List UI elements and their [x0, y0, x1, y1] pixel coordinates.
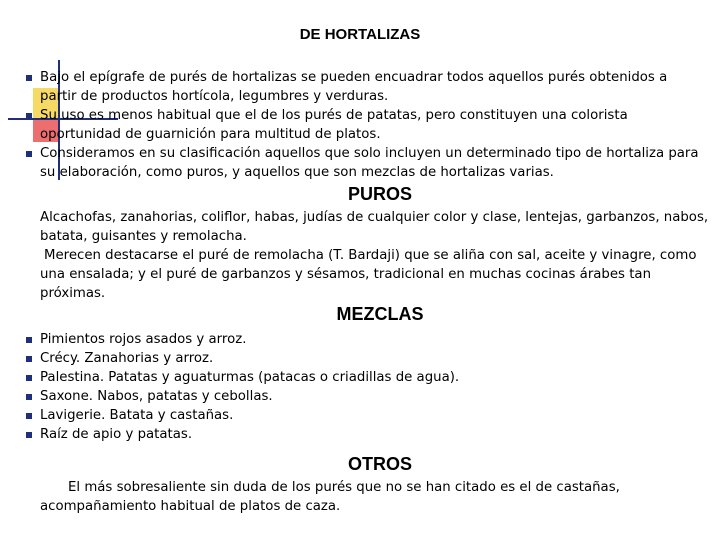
mezclas-list: [26, 330, 706, 444]
bullet-icon: [26, 356, 32, 362]
bullet-icon: [26, 413, 32, 419]
bullet-icon: [26, 394, 32, 400]
list-item: Su uso es menos habitual que el de los purés de patatas, pero constituyen una colorista oportunidad de guarnición para multitud de platos.: [26, 106, 706, 144]
list-item: Palestina. Patatas y aguaturmas (patacas o criadillas de agua).: [26, 368, 706, 387]
section-heading-puros: PUROS: [347, 184, 412, 204]
puros-paragraph-1: Alcachofas, zanahorias, coliflor, habas, judías de cualquier color y clase, lentejas, garbanzos, nabos, batata, guisantes y remolacha.: [40, 210, 709, 244]
bullet-icon: [26, 75, 32, 81]
bullet-icon: [26, 113, 32, 119]
puros-paragraph-2: Merecen destacarse el puré de remolacha (T. Bardaji) que se aliña con sal, aceite y vinagre, como una ensalada; y el puré de garbanzos y sésamos, tradicional en muchas cocinas árabes tan próximas.: [40, 248, 697, 301]
list-item: Bajo el epígrafe de purés de hortalizas se pueden encuadrar todos aquellos purés obtenidos a partir de productos hortícola, legumbres y verduras.: [26, 68, 706, 106]
bullet-icon: [26, 375, 32, 381]
page-title: DE HORTALIZAS: [299, 26, 421, 43]
bullet-icon: [26, 337, 32, 343]
list-item: Saxone. Nabos, patatas y cebollas.: [26, 387, 706, 406]
otros-paragraph: El más sobresaliente sin duda de los purés que no se han citado es el de castañas, acompañamiento habitual de platos de caza.: [40, 480, 620, 514]
bullet-icon: [26, 151, 32, 157]
list-item: Pimientos rojos asados y arroz.: [26, 330, 706, 349]
section-heading-otros: OTROS: [347, 454, 412, 474]
bullet-icon: [26, 432, 32, 438]
list-item: Crécy. Zanahorias y arroz.: [26, 349, 706, 368]
intro-list: [26, 68, 706, 182]
list-item: Lavigerie. Batata y castañas.: [26, 406, 706, 425]
list-item: Consideramos en su clasificación aquellos que solo incluyen un determinado tipo de hortaliza para su elaboración, como puros, y aquellos que son mezclas de hortalizas varias.: [26, 144, 706, 182]
section-heading-mezclas: MEZCLAS: [336, 304, 424, 324]
list-item: Raíz de apio y patatas.: [26, 425, 706, 444]
